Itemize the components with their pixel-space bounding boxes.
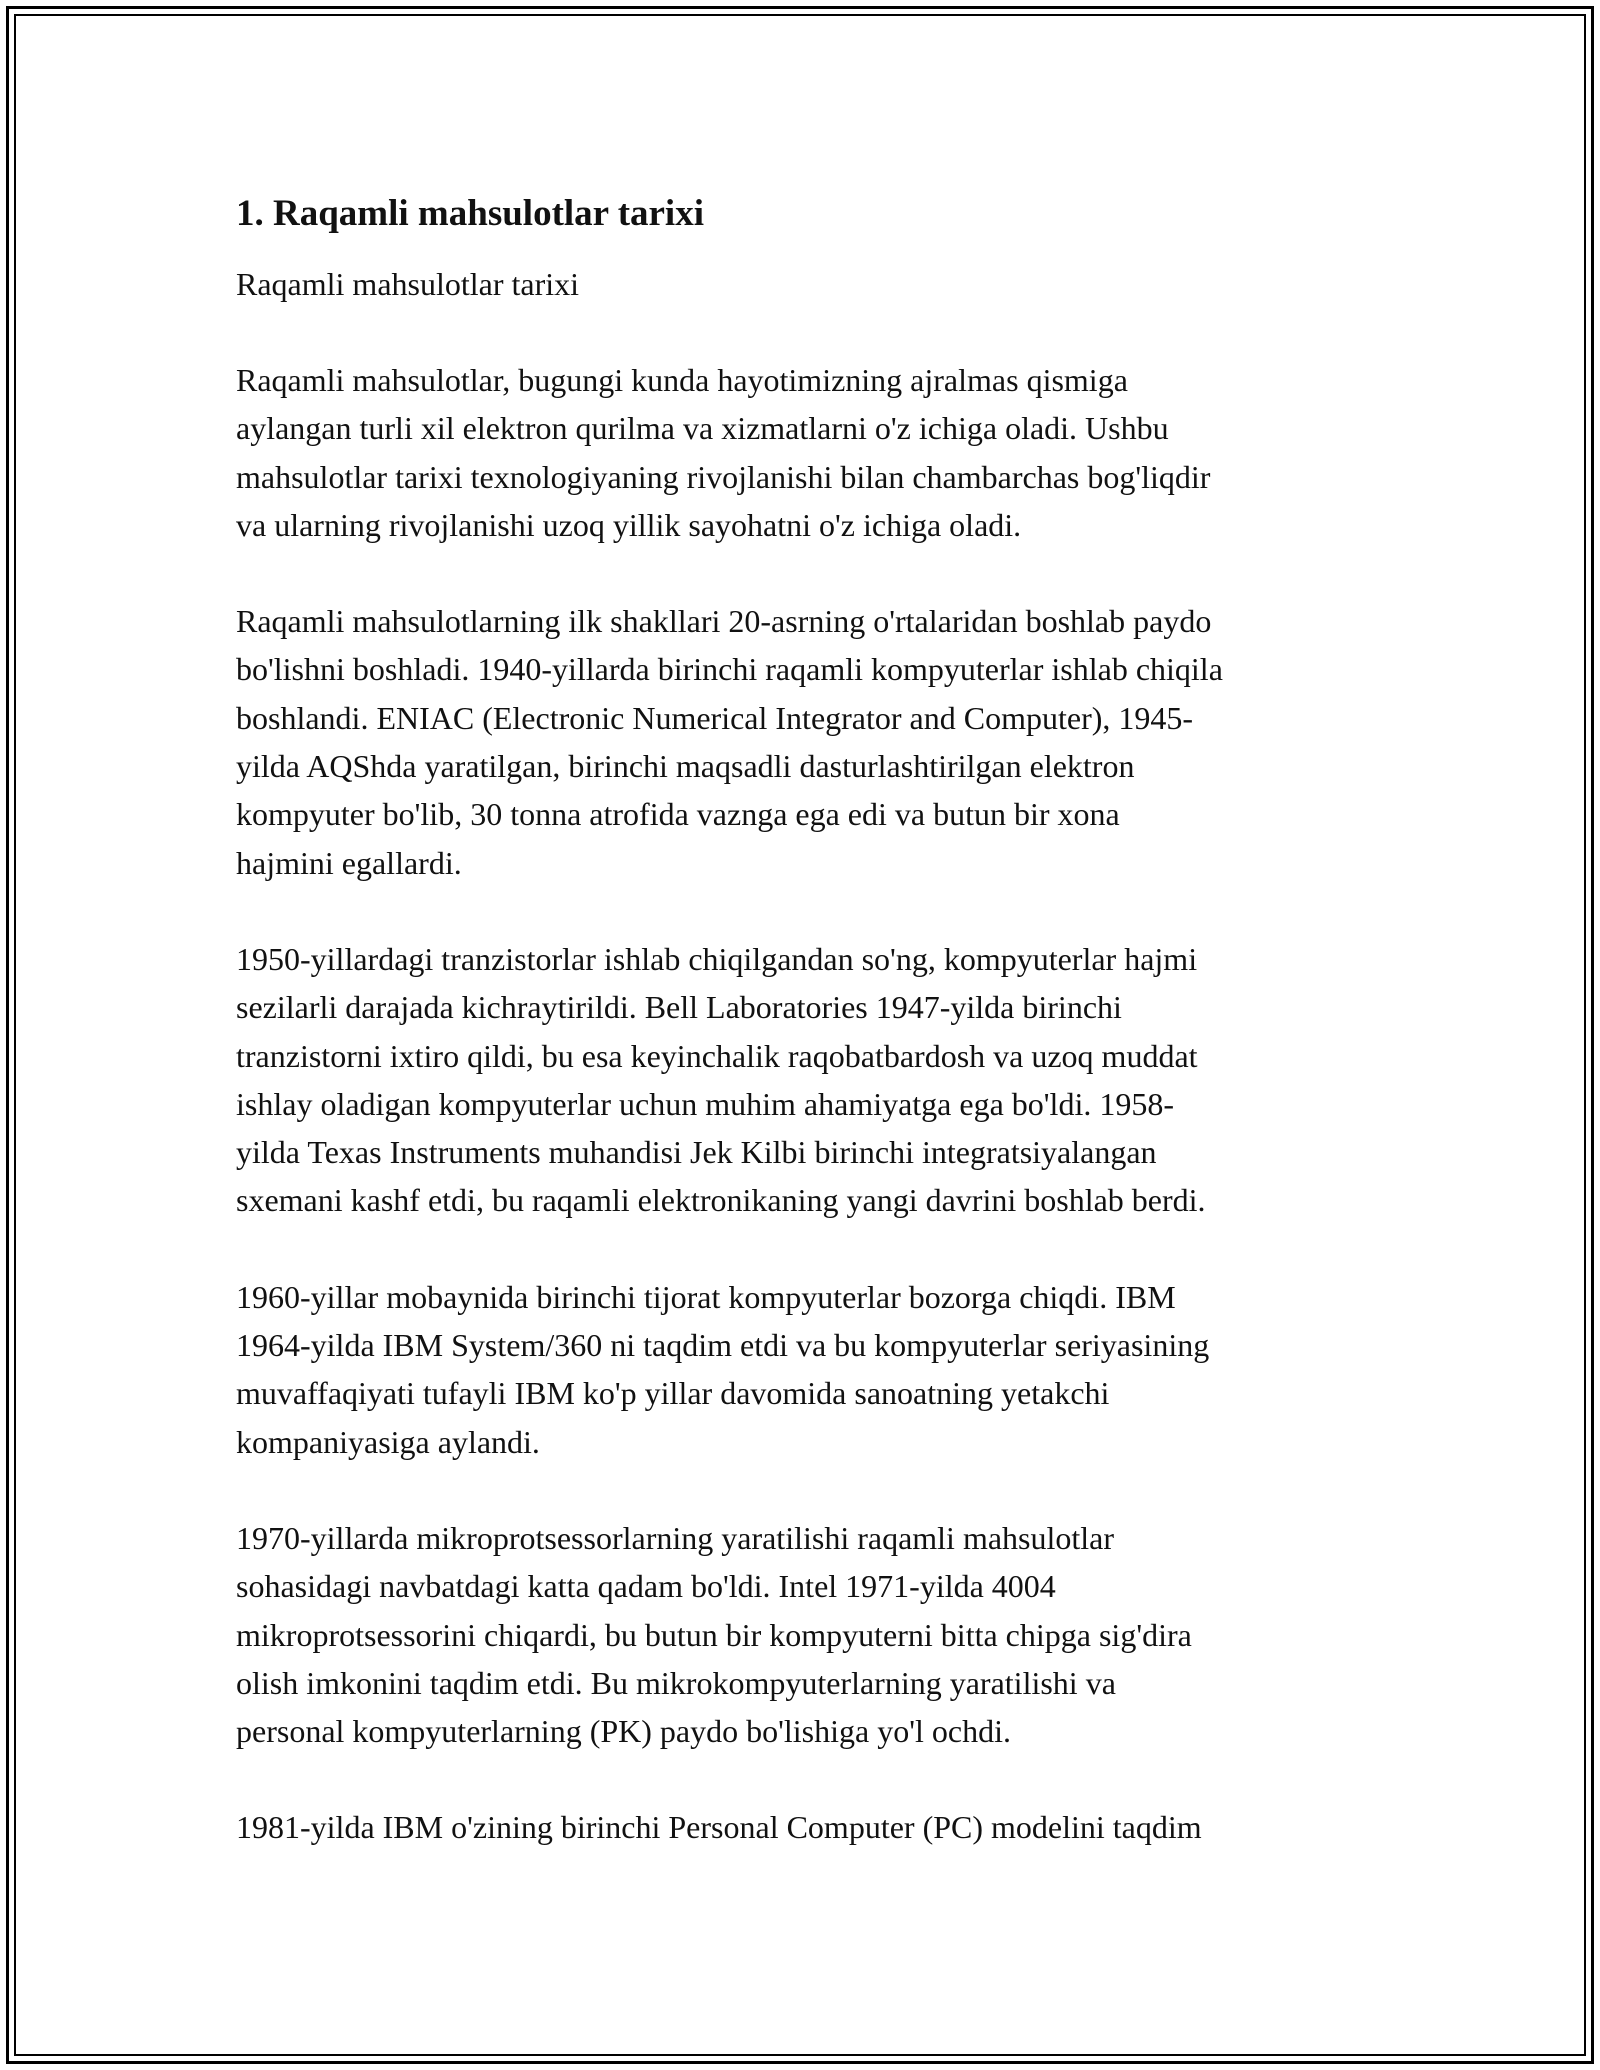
text-line: yilda Texas Instruments muhandisi Jek Kilbi birinchi integratsiyalangan [236, 1134, 1157, 1171]
paragraph-1960s [236, 1273, 1376, 1466]
text-line: 1981-yilda IBM o'zining birinchi Personal Computer (PC) modelini taqdim [236, 1809, 1202, 1846]
text-line: boshlandi. ENIAC (Electronic Numerical Integrator and Computer), 1945- [236, 699, 1194, 736]
text-line: aylangan turli xil elektron qurilma va xizmatlarni o'z ichiga oladi. Ushbu [236, 410, 1169, 447]
text-line: 1950-yillardagi tranzistorlar ishlab chiqilgandan so'ng, kompyuterlar hajmi [236, 940, 1198, 977]
text-line: yilda AQShda yaratilgan, birinchi maqsadli dasturlashtirilgan elektron [236, 748, 1135, 785]
text-line: Raqamli mahsulotlar, bugungi kunda hayotimizning ajralmas qismiga [236, 362, 1128, 398]
document-subtitle: Raqamli mahsulotlar tarixi [236, 266, 580, 302]
text-line: kompyuter bo'lib, 30 tonna atrofida vaznga ega edi va butun bir xona [236, 796, 1120, 833]
text-line: ishlay oladigan kompyuterlar uchun muhim ahamiyatga ega bo'ldi. 1958- [236, 1085, 1174, 1122]
paragraph-1950s [236, 935, 1376, 1225]
page-title: 1. Raqamli mahsulotlar tarixi [236, 193, 704, 234]
paragraph-1970s [236, 1514, 1376, 1755]
text-line: sxemani kashf etdi, bu raqamli elektronikaning yangi davrini boshlab berdi. [236, 1182, 1206, 1219]
text-line: Raqamli mahsulotlarning ilk shakllari 20-asrning o'rtalaridan boshlab paydo [236, 603, 1212, 640]
text-line: mikroprotsessorini chiqardi, bu butun bir kompyuterni bitta chipga sig'dira [236, 1616, 1192, 1653]
text-line: va ularning rivojlanishi uzoq yillik sayohatni o'z ichiga oladi. [236, 506, 1022, 543]
text-line: bo'lishni boshladi. 1940-yillarda birinchi raqamli kompyuterlar ishlab chiqila [236, 651, 1223, 688]
text-line: kompaniyasiga aylandi. [236, 1423, 540, 1460]
text-line: mahsulotlar tarixi texnologiyaning rivojlanishi bilan chambarchas bog'liqdir [236, 458, 1211, 495]
text-line: tranzistorni ixtiro qildi, bu esa keyinchalik raqobatbardosh va uzoq muddat [236, 1037, 1198, 1074]
paragraph-1940s [236, 597, 1376, 887]
text-line: olish imkonini taqdim etdi. Bu mikrokompyuterlarning yaratilishi va [236, 1664, 1116, 1701]
text-line: 1964-yilda IBM System/360 ni taqdim etdi va bu kompyuterlar seriyasining [236, 1327, 1210, 1364]
text-line: hajmini egallardi. [236, 844, 462, 881]
text-line: personal kompyuterlarning (PK) paydo bo'lishiga yo'l ochdi. [236, 1713, 1011, 1750]
text-line: sohasidagi navbatdagi katta qadam bo'ldi. Intel 1971-yilda 4004 [236, 1568, 1056, 1605]
paragraph-1980s [236, 1803, 1376, 1851]
text-line: 1970-yillarda mikroprotsessorlarning yaratilishi raqamli mahsulotlar [236, 1519, 1115, 1556]
document-body [236, 186, 1376, 1852]
text-line: muvaffaqiyati tufayli IBM ko'p yillar davomida sanoatning yetakchi [236, 1375, 1110, 1412]
text-line: sezilarli darajada kichraytirildi. Bell Laboratories 1947-yilda birinchi [236, 989, 1122, 1026]
paragraph-intro [236, 356, 1376, 549]
text-line: 1960-yillar mobaynida birinchi tijorat kompyuterlar bozorga chiqdi. IBM [236, 1278, 1176, 1315]
